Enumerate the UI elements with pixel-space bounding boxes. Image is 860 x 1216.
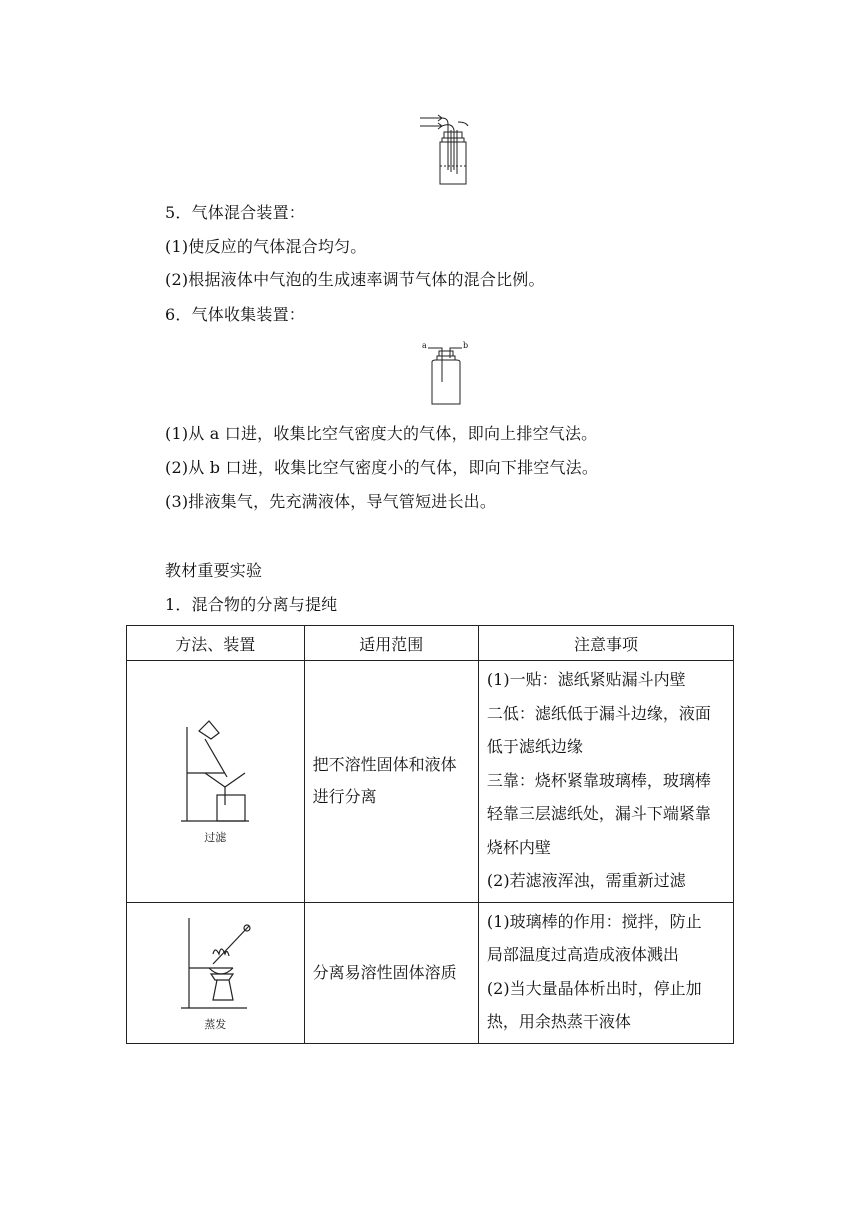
filtration-figure-cell xyxy=(127,661,305,903)
section-6-item-3: (3)排液集气，先充满液体，导气管短进长出。 xyxy=(165,492,497,511)
label-a: a xyxy=(422,341,427,350)
note-line: 局部温度过高造成液体溅出 xyxy=(486,945,679,964)
table-row xyxy=(127,661,734,903)
evaporation-notes xyxy=(478,902,733,1043)
sub-title: 1．混合物的分离与提纯 xyxy=(165,595,338,614)
filtration-scope xyxy=(304,661,478,903)
scope-line: 把不溶性固体和液体 xyxy=(312,755,457,775)
gas-mixing-bottle-figure xyxy=(418,110,474,188)
note-line: 烧杯内壁 xyxy=(486,837,551,857)
label-b: b xyxy=(463,341,469,350)
header-scope: 适用范围 xyxy=(304,626,478,661)
evaporation-scope xyxy=(304,902,478,1043)
header-method: 方法、装置 xyxy=(127,626,305,661)
evaporation-figure-cell xyxy=(127,902,305,1043)
note-line: (2)当大量晶体析出时，停止加 xyxy=(486,978,702,998)
table-header-row xyxy=(127,626,734,661)
section-5-heading: 5．气体混合装置： xyxy=(165,203,305,222)
note-line: 二低：滤纸低于漏斗边缘，液面 xyxy=(486,703,711,723)
filtration-apparatus-icon xyxy=(175,717,255,827)
separation-methods-table xyxy=(126,625,734,1044)
section-title: 教材重要实验 xyxy=(165,561,263,580)
note-line: 热，用余热蒸干液体 xyxy=(486,1012,631,1031)
filtration-caption: 过滤 xyxy=(204,831,227,845)
section-5-item-1: (1)使反应的气体混合均匀。 xyxy=(165,237,367,256)
table-row xyxy=(127,902,734,1043)
section-5-item-2: (2)根据液体中气泡的生成速率调节气体的混合比例。 xyxy=(165,270,545,289)
header-notes: 注意事项 xyxy=(478,626,733,661)
scope-line: 进行分离 xyxy=(312,787,377,807)
scope-line: 分离易溶性固体溶质 xyxy=(312,962,457,982)
note-line: 三靠：烧杯紧靠玻璃棒，玻璃棒 xyxy=(486,770,711,790)
section-6-item-1: (1)从 a 口进，收集比空气密度大的气体，即向上排空气法。 xyxy=(165,424,598,443)
filtration-notes xyxy=(478,661,733,903)
section-6-item-2: (2)从 b 口进，收集比空气密度小的气体，即向下排空气法。 xyxy=(165,458,599,477)
note-line: (1)玻璃棒的作用：搅拌，防止 xyxy=(486,911,702,931)
note-line: 低于滤纸边缘 xyxy=(486,737,583,756)
note-line: 轻靠三层滤纸处，漏斗下端紧靠 xyxy=(486,804,711,823)
evaporation-apparatus-icon xyxy=(175,914,255,1014)
note-line: (2)若滤液浑浊，需重新过滤 xyxy=(486,871,686,890)
evaporation-caption: 蒸发 xyxy=(204,1017,227,1031)
note-line: (1)一贴：滤纸紧贴漏斗内壁 xyxy=(486,670,686,689)
section-6-heading: 6．气体收集装置： xyxy=(165,305,305,324)
gas-collection-bottle-figure xyxy=(420,340,472,408)
